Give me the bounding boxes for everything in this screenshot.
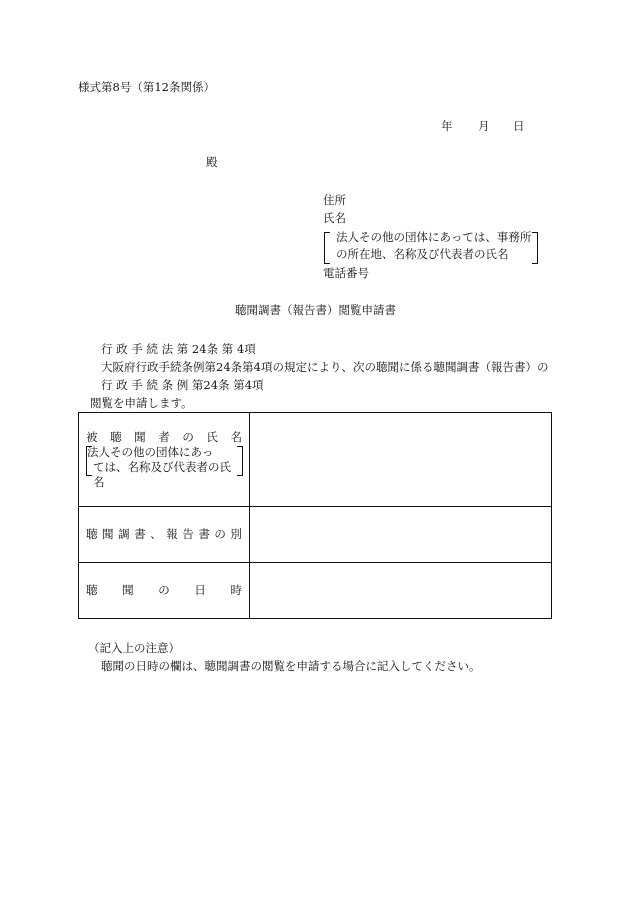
name-note xyxy=(336,229,531,263)
closing-line: 閲覧を申請します。 xyxy=(90,396,193,410)
respondent-note-line2: ては、名称及び代表者の氏 xyxy=(79,460,249,475)
form-number: 様式第8号（第12条関係） xyxy=(78,80,215,94)
respondent-note-line1: 法人その他の団体にあっ xyxy=(87,444,214,459)
hearing-datetime-label-cell xyxy=(79,563,250,619)
date-month-label: 月 xyxy=(478,119,490,133)
respondent-name-label-cell xyxy=(79,413,250,507)
respondent-name-value-cell[interactable] xyxy=(250,413,552,507)
record-type-label-cell xyxy=(79,507,250,563)
request-table xyxy=(78,412,552,619)
respondent-name-label: 被 聴 聞 者 の 氏 名 xyxy=(86,429,242,444)
name-label: 氏名 xyxy=(323,211,346,225)
date-day-label: 日 xyxy=(513,119,525,133)
hearing-datetime-value-cell[interactable] xyxy=(250,563,552,619)
address-label: 住所 xyxy=(323,193,346,207)
hearing-datetime-label: 聴 聞 の 日 時 xyxy=(86,583,242,597)
respondent-note-line3: 名 xyxy=(93,474,105,489)
notes-heading: （記入上の注意） xyxy=(88,641,180,655)
table-row xyxy=(79,563,552,619)
law-line-1: 行 政 手 続 法 第 24条 第 4項 xyxy=(101,342,256,356)
main-line: 大阪府行政手続条例第24条第4項の規定により、次の聴聞に係る聴聞調書（報告書）の xyxy=(101,360,549,374)
table-row xyxy=(79,507,552,563)
document-title: 聴聞調書（報告書）閲覧申請書 xyxy=(235,303,396,317)
record-type-value-cell[interactable] xyxy=(250,507,552,563)
name-note-line1: 法人その他の団体にあっては、事務所 xyxy=(336,230,532,244)
addressee-suffix: 殿 xyxy=(206,155,218,169)
right-bracket xyxy=(237,446,243,476)
record-type-label: 聴 聞 調 書 、 報 告 書 の 別 xyxy=(86,527,242,541)
phone-label: 電話番号 xyxy=(323,266,369,280)
left-bracket xyxy=(86,446,92,476)
right-bracket xyxy=(532,232,538,264)
date-year-label: 年 xyxy=(441,119,453,133)
left-bracket xyxy=(324,232,330,264)
notes-text: 聴聞の日時の欄は、聴聞調書の閲覧を申請する場合に記入してください。 xyxy=(101,659,481,673)
table-row xyxy=(79,413,552,507)
law-line-2: 行 政 手 続 条 例 第24条 第4項 xyxy=(101,378,264,392)
name-note-line2: の所在地、名称及び代表者の氏名 xyxy=(336,247,509,261)
